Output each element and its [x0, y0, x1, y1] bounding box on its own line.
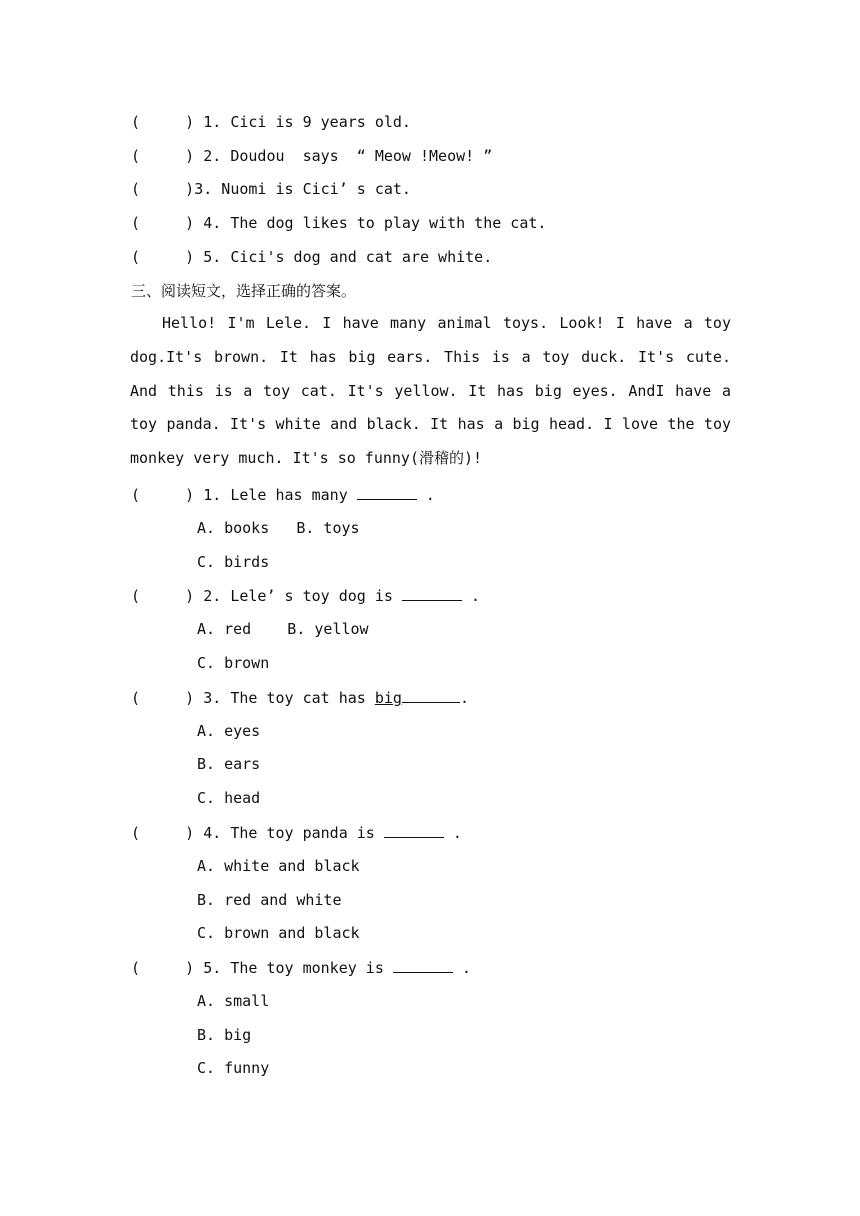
answer-paren: ( ) [131, 248, 195, 266]
tf-item-text: 2. Doudou says “ Meow !Meow! ” [194, 147, 493, 165]
question-stem-end: . [459, 689, 469, 707]
question-4-option-c: C. brown and black [197, 924, 360, 942]
tf-item-text: 3. Nuomi is Cici’ s cat. [194, 180, 411, 198]
tf-item-1 [131, 112, 411, 132]
answer-paren: ( ) [131, 959, 195, 977]
answer-blank [384, 822, 444, 838]
answer-paren: ( ) [131, 689, 195, 707]
passage-text: Hello! I'm Lele. I have many animal toys. Look! I have a toy dog.It's brown. It has big ears. This is a toy duck. It's cute. And this is a toy cat. It's yellow. It has big eyes. AndI have a toy panda. It's white and black. It has a big head. I love the toy monkey very much. It's so funny(滑稽的)! [130, 314, 731, 468]
answer-blank [402, 687, 460, 703]
tf-item-text: 5. Cici's dog and cat are white. [194, 248, 493, 266]
question-stem-end: . [452, 959, 471, 977]
question-1-options-row-2: C. birds [197, 553, 270, 571]
tf-item-4 [131, 213, 546, 233]
question-2-options-row-2: C. brown [197, 654, 270, 672]
tf-item-text: 1. Cici is 9 years old. [194, 113, 411, 131]
question-2 [131, 585, 480, 605]
tf-item-5 [131, 247, 492, 267]
question-5 [131, 957, 471, 977]
question-stem-end: . [461, 587, 480, 605]
question-stem-end: . [443, 824, 462, 842]
answer-paren: ( ) [131, 824, 195, 842]
answer-paren: ( ) [131, 113, 195, 131]
question-5-option-b: B. big [197, 1026, 252, 1044]
question-stem-end: . [416, 486, 435, 504]
question-stem: 1. Lele has many [194, 486, 357, 504]
question-3-option-c: C. head [197, 789, 261, 807]
answer-paren: ( ) [131, 214, 195, 232]
question-4-option-b: B. red and white [197, 891, 342, 909]
question-3-option-b: B. ears [197, 755, 261, 773]
reading-passage [130, 307, 731, 476]
question-stem: 4. The toy panda is [194, 824, 384, 842]
question-3-option-a: A. eyes [197, 722, 261, 740]
answer-paren: ( ) [131, 180, 195, 198]
answer-blank [393, 957, 453, 973]
question-3 [131, 687, 469, 707]
section-title: 三、阅读短文，选择正确的答案。 [131, 282, 357, 300]
tf-item-3 [131, 179, 411, 199]
answer-paren: ( ) [131, 147, 195, 165]
answer-blank [402, 585, 462, 601]
question-stem: 3. The toy cat has [194, 689, 375, 707]
question-5-option-a: A. small [197, 992, 270, 1010]
question-4-option-a: A. white and black [197, 857, 360, 875]
question-5-option-c: C. funny [197, 1059, 270, 1077]
question-stem: 2. Lele’ s toy dog is [194, 587, 402, 605]
question-1-options-row-1: A. books B. toys [197, 519, 360, 537]
answer-paren: ( ) [131, 587, 195, 605]
tf-item-text: 4. The dog likes to play with the cat. [194, 214, 547, 232]
answer-paren: ( ) [131, 486, 195, 504]
question-1 [131, 484, 435, 504]
question-stem: 5. The toy monkey is [194, 959, 393, 977]
tf-item-2 [131, 146, 492, 166]
underlined-word: big [374, 689, 402, 707]
answer-blank [357, 484, 417, 500]
question-4 [131, 822, 462, 842]
question-2-options-row-1: A. red B. yellow [197, 620, 369, 638]
